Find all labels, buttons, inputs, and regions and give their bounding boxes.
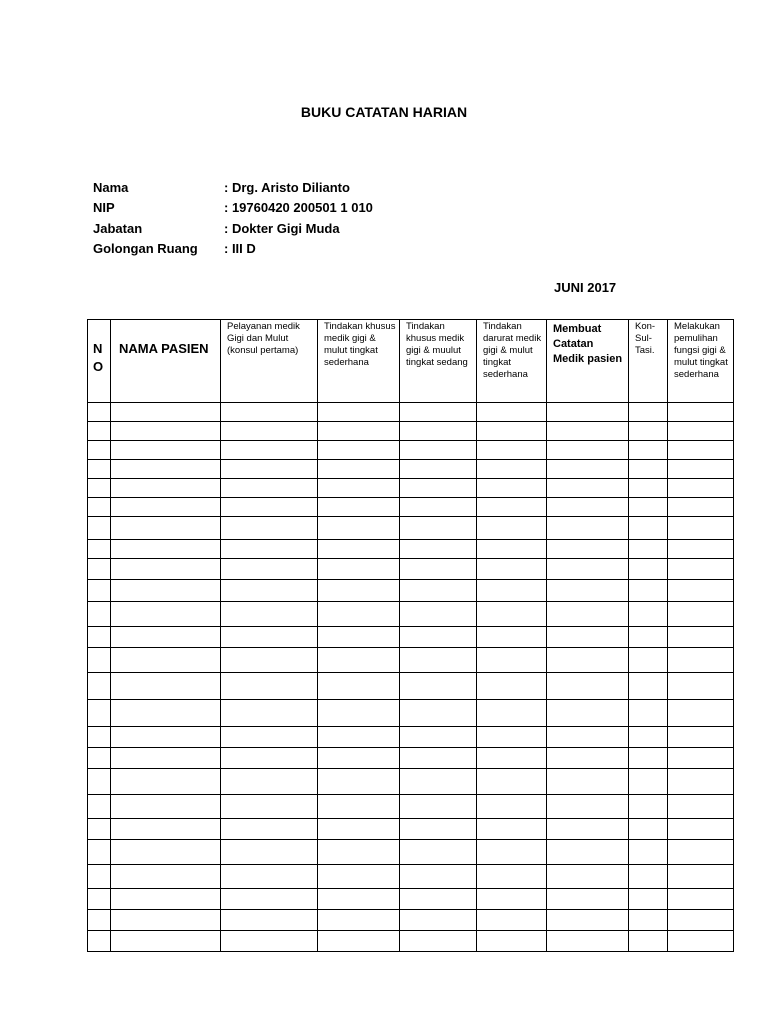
table-cell	[111, 840, 221, 865]
table-cell	[477, 540, 547, 559]
table-cell	[318, 889, 400, 910]
table-cell	[221, 727, 318, 748]
table-cell	[318, 700, 400, 727]
table-cell	[477, 479, 547, 498]
table-cell	[318, 460, 400, 479]
table-cell	[629, 889, 668, 910]
table-cell	[547, 648, 629, 673]
table-cell	[629, 648, 668, 673]
table-cell	[111, 627, 221, 648]
table-cell	[88, 422, 111, 441]
table-cell	[88, 648, 111, 673]
table-cell	[318, 479, 400, 498]
table-cell	[400, 517, 477, 540]
table-cell	[400, 648, 477, 673]
table-cell	[400, 889, 477, 910]
table-cell	[111, 727, 221, 748]
table-cell	[668, 540, 734, 559]
table-cell	[629, 422, 668, 441]
table-cell	[88, 819, 111, 840]
info-row-golongan	[93, 239, 373, 260]
table-cell	[88, 727, 111, 748]
table-cell	[668, 700, 734, 727]
period-date: JUNI 2017	[554, 280, 617, 295]
table-cell	[221, 700, 318, 727]
header-no: N O	[88, 320, 111, 403]
table-cell	[547, 910, 629, 931]
table-cell	[318, 403, 400, 422]
table-row	[88, 517, 734, 540]
table-cell	[477, 627, 547, 648]
table-cell	[221, 627, 318, 648]
table-cell	[88, 840, 111, 865]
table-cell	[547, 580, 629, 602]
table-row	[88, 602, 734, 627]
table-cell	[221, 460, 318, 479]
table-cell	[477, 403, 547, 422]
table-cell	[668, 673, 734, 700]
table-cell	[88, 910, 111, 931]
table-cell	[88, 889, 111, 910]
table-cell	[547, 540, 629, 559]
table-row	[88, 727, 734, 748]
info-value: : III D	[224, 241, 256, 257]
table-cell	[400, 910, 477, 931]
table-row	[88, 559, 734, 580]
table-cell	[629, 580, 668, 602]
table-cell	[221, 673, 318, 700]
table-row	[88, 840, 734, 865]
header-nama-pasien: NAMA PASIEN	[111, 320, 221, 403]
table-cell	[221, 795, 318, 819]
table-cell	[400, 580, 477, 602]
table-cell	[547, 403, 629, 422]
table-cell	[547, 673, 629, 700]
table-cell	[318, 498, 400, 517]
table-row	[88, 648, 734, 673]
table-header-row	[88, 320, 734, 403]
table-row	[88, 627, 734, 648]
table-cell	[221, 769, 318, 795]
table-cell	[477, 910, 547, 931]
table-cell	[111, 889, 221, 910]
table-cell	[221, 931, 318, 952]
header-tindakan-khusus-sedang: Tindakan khusus medik gigi & muulut tingkat sedang	[400, 320, 477, 403]
table-cell	[547, 727, 629, 748]
table-cell	[668, 865, 734, 889]
table-cell	[477, 819, 547, 840]
table-cell	[221, 498, 318, 517]
table-cell	[88, 795, 111, 819]
table-cell	[668, 889, 734, 910]
table-cell	[668, 559, 734, 580]
table-cell	[629, 795, 668, 819]
table-cell	[477, 580, 547, 602]
info-label: Jabatan	[93, 220, 143, 236]
table-cell	[477, 840, 547, 865]
table-cell	[629, 769, 668, 795]
table-cell	[88, 673, 111, 700]
info-row-jabatan	[93, 218, 373, 239]
table-cell	[629, 727, 668, 748]
table-cell	[221, 580, 318, 602]
table-cell	[668, 769, 734, 795]
table-cell	[629, 479, 668, 498]
table-cell	[221, 819, 318, 840]
info-value: : Dokter Gigi Muda	[224, 220, 340, 236]
table-cell	[547, 931, 629, 952]
table-cell	[111, 422, 221, 441]
table-cell	[629, 602, 668, 627]
table-cell	[477, 795, 547, 819]
table-cell	[668, 795, 734, 819]
table-row	[88, 865, 734, 889]
table-cell	[88, 700, 111, 727]
table-cell	[318, 422, 400, 441]
table-cell	[221, 840, 318, 865]
table-cell	[88, 403, 111, 422]
table-cell	[111, 441, 221, 460]
table-cell	[668, 748, 734, 769]
table-cell	[547, 441, 629, 460]
table-cell	[629, 700, 668, 727]
header-pemulihan: Melakukan pemulihan fungsi gigi & mulut tingkat sederhana	[668, 320, 734, 403]
table-cell	[88, 441, 111, 460]
table-row	[88, 403, 734, 422]
info-label: Nama	[93, 179, 129, 195]
table-row	[88, 441, 734, 460]
table-cell	[221, 540, 318, 559]
table-cell	[318, 627, 400, 648]
table-cell	[477, 727, 547, 748]
table-row	[88, 673, 734, 700]
daily-log-table	[87, 319, 734, 952]
table-cell	[221, 479, 318, 498]
table-cell	[221, 889, 318, 910]
table-cell	[221, 422, 318, 441]
table-row	[88, 819, 734, 840]
table-cell	[88, 769, 111, 795]
table-cell	[400, 479, 477, 498]
table-cell	[400, 748, 477, 769]
table-cell	[111, 479, 221, 498]
table-cell	[400, 673, 477, 700]
table-cell	[477, 498, 547, 517]
table-cell	[547, 422, 629, 441]
table-body	[88, 403, 734, 952]
table-row	[88, 910, 734, 931]
table-cell	[88, 559, 111, 580]
table-cell	[400, 460, 477, 479]
table-cell	[477, 700, 547, 727]
table-cell	[629, 910, 668, 931]
table-cell	[477, 517, 547, 540]
table-row	[88, 795, 734, 819]
table-cell	[668, 840, 734, 865]
table-cell	[318, 795, 400, 819]
table-cell	[88, 931, 111, 952]
table-cell	[547, 700, 629, 727]
table-cell	[111, 498, 221, 517]
table-cell	[629, 931, 668, 952]
table-cell	[547, 748, 629, 769]
table-cell	[400, 559, 477, 580]
table-cell	[477, 559, 547, 580]
table-cell	[547, 602, 629, 627]
table-cell	[111, 580, 221, 602]
table-cell	[111, 748, 221, 769]
table-cell	[111, 403, 221, 422]
table-cell	[547, 498, 629, 517]
table-cell	[400, 403, 477, 422]
table-cell	[318, 602, 400, 627]
table-row	[88, 422, 734, 441]
table-cell	[318, 910, 400, 931]
table-cell	[221, 910, 318, 931]
table-cell	[668, 498, 734, 517]
table-cell	[318, 648, 400, 673]
table-cell	[221, 602, 318, 627]
table-cell	[400, 931, 477, 952]
table-cell	[88, 498, 111, 517]
table-cell	[668, 460, 734, 479]
table-cell	[111, 540, 221, 559]
table-row	[88, 748, 734, 769]
table-cell	[629, 403, 668, 422]
table-cell	[221, 517, 318, 540]
table-cell	[318, 673, 400, 700]
table-cell	[668, 727, 734, 748]
table-cell	[400, 602, 477, 627]
info-label: Golongan Ruang	[93, 241, 198, 257]
employee-info	[93, 177, 373, 259]
table-cell	[111, 559, 221, 580]
table-cell	[318, 769, 400, 795]
table-cell	[629, 498, 668, 517]
table-cell	[629, 441, 668, 460]
table-cell	[111, 931, 221, 952]
header-tindakan-khusus-sederhana: Tindakan khusus medik gigi & mulut tingkat sederhana	[318, 320, 400, 403]
table-row	[88, 479, 734, 498]
table-row	[88, 498, 734, 517]
table-cell	[88, 580, 111, 602]
table-cell	[547, 840, 629, 865]
table-cell	[668, 819, 734, 840]
table-cell	[221, 559, 318, 580]
info-row-nip	[93, 198, 373, 219]
table-cell	[400, 865, 477, 889]
info-row-nama	[93, 177, 373, 198]
table-cell	[668, 441, 734, 460]
table-cell	[629, 673, 668, 700]
table-cell	[668, 422, 734, 441]
info-value: : Drg. Aristo Dilianto	[224, 179, 350, 195]
table-cell	[477, 748, 547, 769]
table-cell	[318, 840, 400, 865]
table-cell	[668, 517, 734, 540]
table-cell	[221, 441, 318, 460]
table-cell	[111, 602, 221, 627]
table-cell	[477, 931, 547, 952]
table-cell	[88, 460, 111, 479]
table-cell	[547, 769, 629, 795]
table-cell	[547, 479, 629, 498]
table-cell	[477, 865, 547, 889]
table-cell	[318, 931, 400, 952]
table-cell	[318, 441, 400, 460]
table-cell	[318, 748, 400, 769]
table-cell	[477, 602, 547, 627]
table-cell	[477, 648, 547, 673]
table-cell	[547, 819, 629, 840]
table-cell	[547, 889, 629, 910]
info-label: NIP	[93, 200, 115, 216]
table-cell	[629, 540, 668, 559]
table-cell	[111, 769, 221, 795]
table-cell	[88, 627, 111, 648]
table-cell	[221, 648, 318, 673]
table-cell	[477, 422, 547, 441]
table-cell	[318, 540, 400, 559]
table-cell	[318, 727, 400, 748]
table-cell	[629, 819, 668, 840]
table-cell	[88, 479, 111, 498]
table-cell	[318, 517, 400, 540]
table-cell	[477, 889, 547, 910]
table-cell	[668, 627, 734, 648]
table-cell	[547, 795, 629, 819]
table-cell	[668, 479, 734, 498]
table-cell	[111, 865, 221, 889]
page-title: BUKU CATATAN HARIAN	[300, 104, 468, 120]
table-cell	[668, 580, 734, 602]
table-cell	[547, 517, 629, 540]
table-cell	[629, 865, 668, 889]
table-cell	[111, 910, 221, 931]
header-pelayanan: Pelayanan medik Gigi dan Mulut (konsul pertama)	[221, 320, 318, 403]
table-row	[88, 460, 734, 479]
table-row	[88, 580, 734, 602]
table-cell	[88, 540, 111, 559]
table-cell	[477, 441, 547, 460]
table-cell	[629, 460, 668, 479]
table-cell	[400, 422, 477, 441]
info-value: : 19760420 200501 1 010	[224, 200, 373, 216]
table-cell	[629, 559, 668, 580]
table-cell	[629, 517, 668, 540]
table-cell	[221, 403, 318, 422]
table-cell	[400, 840, 477, 865]
table-cell	[318, 865, 400, 889]
table-row	[88, 889, 734, 910]
table-cell	[88, 602, 111, 627]
table-row	[88, 700, 734, 727]
table-cell	[400, 441, 477, 460]
table-cell	[111, 460, 221, 479]
table-cell	[88, 517, 111, 540]
header-konsultasi: Kon-Sul-Tasi.	[629, 320, 668, 403]
table-cell	[668, 648, 734, 673]
table-cell	[400, 700, 477, 727]
table-row	[88, 540, 734, 559]
table-cell	[88, 748, 111, 769]
table-cell	[400, 795, 477, 819]
table-cell	[629, 748, 668, 769]
table-cell	[400, 769, 477, 795]
table-cell	[111, 648, 221, 673]
table-row	[88, 931, 734, 952]
table-cell	[477, 460, 547, 479]
table-cell	[221, 748, 318, 769]
table-cell	[477, 673, 547, 700]
table-cell	[668, 602, 734, 627]
table-cell	[88, 865, 111, 889]
table-cell	[111, 673, 221, 700]
table-cell	[221, 865, 318, 889]
table-cell	[547, 627, 629, 648]
table-cell	[547, 865, 629, 889]
table-cell	[111, 700, 221, 727]
table-cell	[318, 559, 400, 580]
table-cell	[400, 498, 477, 517]
table-cell	[111, 795, 221, 819]
table-cell	[629, 840, 668, 865]
table-row	[88, 769, 734, 795]
table-cell	[668, 403, 734, 422]
table-cell	[111, 517, 221, 540]
table-cell	[477, 769, 547, 795]
table-cell	[547, 460, 629, 479]
table-cell	[400, 627, 477, 648]
table-cell	[400, 819, 477, 840]
table-cell	[668, 910, 734, 931]
table-cell	[111, 819, 221, 840]
table-cell	[629, 627, 668, 648]
header-tindakan-darurat: Tindakan darurat medik gigi & mulut tingkat sederhana	[477, 320, 547, 403]
table-cell	[400, 540, 477, 559]
table-cell	[668, 931, 734, 952]
header-catatan-medik: Membuat Catatan Medik pasien	[547, 320, 629, 403]
table-cell	[547, 559, 629, 580]
table-cell	[318, 819, 400, 840]
table-cell	[400, 727, 477, 748]
table-cell	[318, 580, 400, 602]
